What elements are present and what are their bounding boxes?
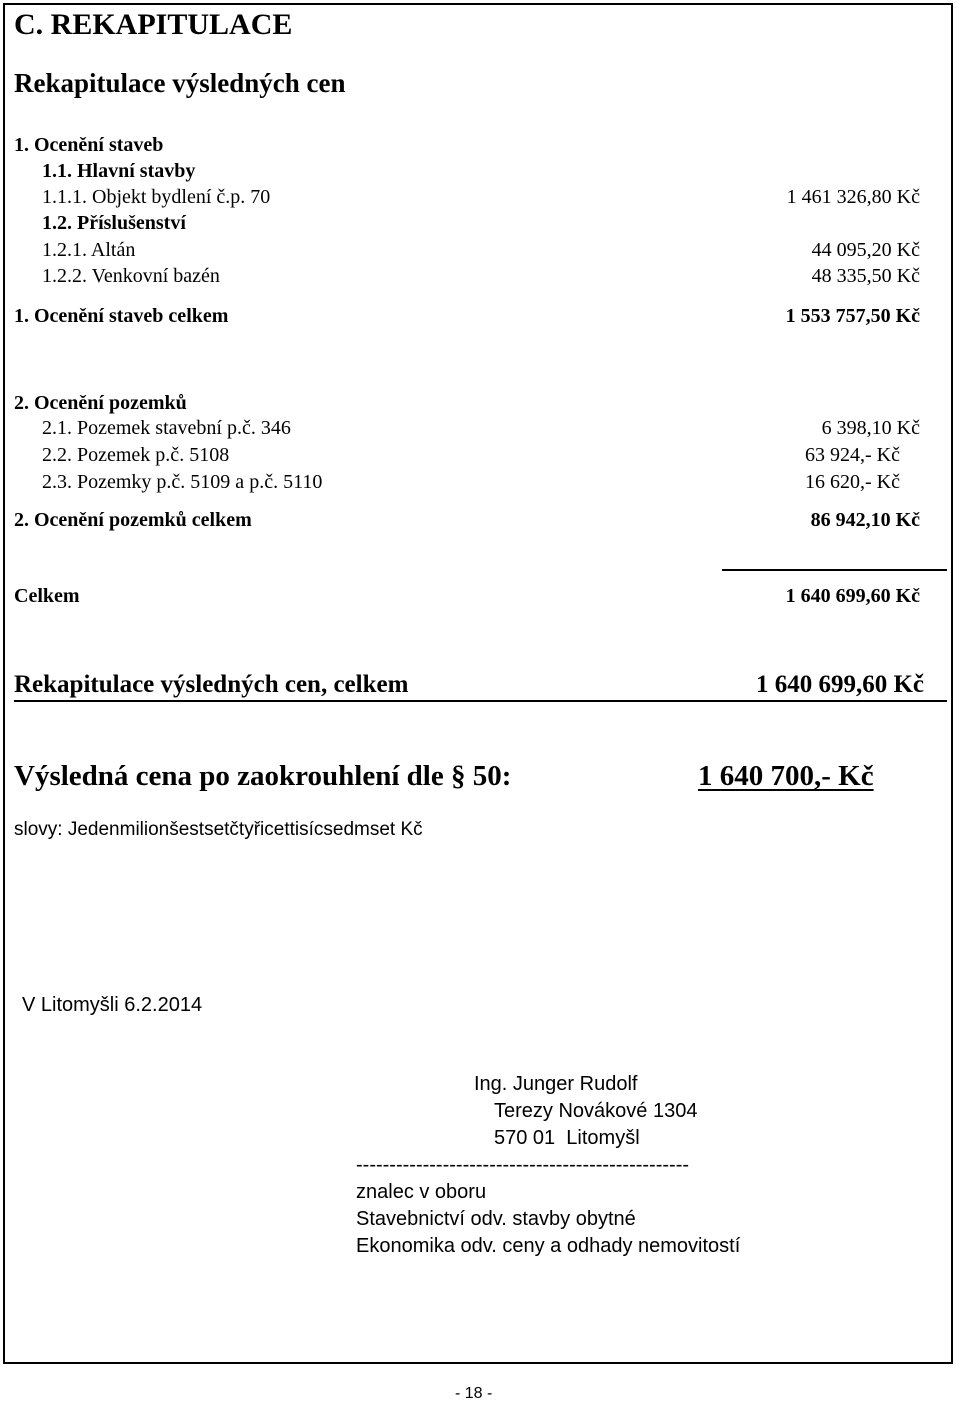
place-date: V Litomyšli 6.2.2014: [22, 994, 203, 1016]
item-value: 44 095,20 Kč: [811, 239, 920, 261]
grand-total-label: Celkem: [14, 585, 80, 607]
signer-name: Ing. Junger Rudolf: [474, 1073, 638, 1095]
buildings-total-value: 1 553 757,50 Kč: [785, 305, 920, 327]
signer-street: Terezy Novákové 1304: [494, 1100, 698, 1122]
item-value: 16 620,- Kč: [805, 471, 900, 493]
recap-rule: [14, 700, 947, 702]
signer-field-2: Ekonomika odv. ceny a odhady nemovitostí: [356, 1235, 741, 1257]
sum-rule: [722, 569, 947, 571]
item-value: 6 398,10 Kč: [821, 417, 920, 439]
item-label: 1.2.1. Altán: [42, 239, 136, 261]
recap-total-label: Rekapitulace výsledných cen, celkem: [14, 671, 409, 698]
item-value: 1 461 326,80 Kč: [786, 186, 920, 208]
page-number: - 18 -: [455, 1385, 493, 1402]
page-subtitle: Rekapitulace výsledných cen: [14, 68, 346, 98]
item-value: 63 924,- Kč: [805, 444, 900, 466]
main-buildings-heading: 1.1. Hlavní stavby: [42, 160, 196, 182]
item-label: 1.2.2. Venkovní bazén: [42, 265, 220, 287]
buildings-total-label: 1. Ocenění staveb celkem: [14, 305, 229, 327]
item-label: 2.2. Pozemek p.č. 5108: [42, 444, 230, 466]
lands-total-value: 86 942,10 Kč: [810, 509, 920, 531]
lands-heading: 2. Ocenění pozemků: [14, 392, 187, 414]
signature-dashes: --------------------------------------------------: [356, 1154, 690, 1176]
item-label: 2.3. Pozemky p.č. 5109 a p.č. 5110: [42, 471, 323, 493]
accessory-heading: 1.2. Příslušenství: [42, 212, 186, 234]
item-label: 2.1. Pozemek stavební p.č. 346: [42, 417, 291, 439]
signer-field-1: Stavebnictví odv. stavby obytné: [356, 1208, 636, 1230]
section-title: C. REKAPITULACE: [14, 8, 293, 41]
final-price-value: 1 640 700,- Kč: [698, 760, 874, 792]
signer-role: znalec v oboru: [356, 1181, 487, 1203]
grand-total-value: 1 640 699,60 Kč: [785, 585, 920, 607]
final-price-label: Výsledná cena po zaokrouhlení dle § 50:: [14, 760, 512, 792]
item-label: 1.1.1. Objekt bydlení č.p. 70: [42, 186, 271, 208]
signer-city: 570 01 Litomyšl: [494, 1127, 640, 1149]
buildings-heading: 1. Ocenění staveb: [14, 134, 164, 156]
price-in-words: slovy: Jedenmilionšestsetčtyřicettisícsedmset Kč: [14, 819, 423, 840]
lands-total-label: 2. Ocenění pozemků celkem: [14, 509, 252, 531]
recap-total-value: 1 640 699,60 Kč: [755, 671, 924, 698]
item-value: 48 335,50 Kč: [811, 265, 920, 287]
